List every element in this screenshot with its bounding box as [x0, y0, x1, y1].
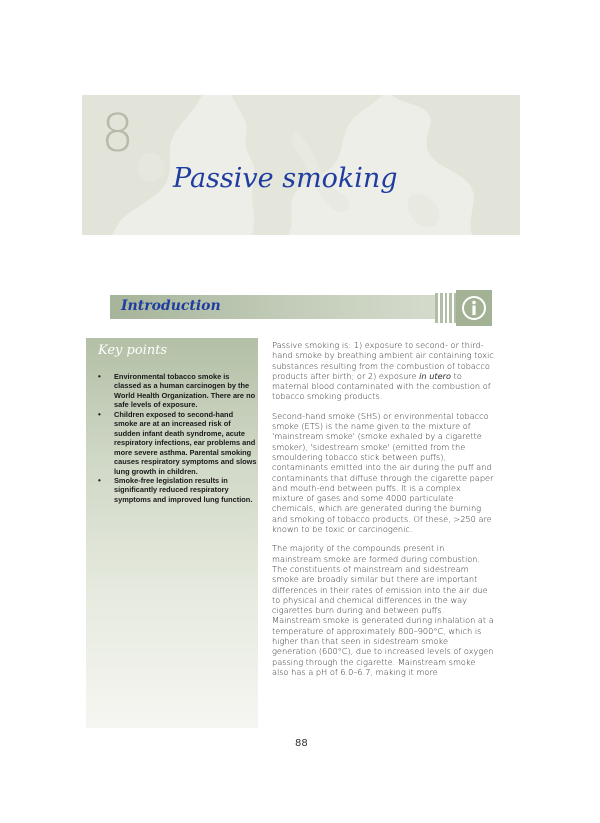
section-bar-stripes	[435, 293, 457, 323]
page-number: 88	[295, 738, 308, 749]
body-paragraph: Passive smoking is: 1) exposure to second- or third-hand smoke by breathing ambient air containing toxic substances resulting from the combustion of tobacco products after birth; or 2) exposure in utero to maternal blood contaminated with the combustion of tobacco smoking products.	[272, 340, 494, 402]
section-title: Introduction	[121, 298, 221, 314]
key-point-item: • Children exposed to second-hand smoke are at an increased risk of sudden infant death syndrome, acute respiratory infections, ear problems and more severe asthma. Parental smoking causes respiratory symptoms and slows lung growth in children.	[98, 410, 258, 476]
key-points-title: Key points	[98, 343, 168, 358]
body-paragraph: Second-hand smoke (SHS) or environmental tobacco smoke (ETS) is the name given to the mixture of 'mainstream smoke' (smoke exhaled by a cigarette smoker), 'sidestream smoke' (emitted from the smouldering tobacco stick between puffs), contaminants emitted into the air during the puff and contaminants that diffuse through the cigarette paper and mouth-end between puffs. It is a complex mixture of gases and some 4000 particulate chemicals, which are generated during the burning and smoking of tobacco products. Of these, >250 are known to be toxic or carcinogenic.	[272, 410, 494, 535]
body-paragraph: The majority of the compounds present in mainstream smoke are formed during combustion. The constituents of mainstream and sidestream smoke are broadly similar but there are important differences in their rates of emission into the air due to physical and chemical differences in the way cigarettes burn during and between puffs. Mainstream smoke is generated during inhalation at a temperature of approximately 800–900°C, which is higher than that seen in sidestream smoke generation (600°C), due to increased levels of oxygen passing through the cigarette. Mainstream smoke also has a pH of 6.0–6.7, making it more	[272, 543, 494, 677]
chapter-title: Passive smoking	[173, 163, 398, 194]
info-icon	[456, 290, 492, 326]
body-text-column	[272, 340, 494, 686]
key-points-list	[98, 372, 258, 504]
key-point-item: • Smoke-free legislation results in significantly reduced respiratory symptoms and improved lung function.	[98, 476, 258, 504]
italic-term: in utero	[419, 370, 452, 381]
chapter-number: 8	[101, 104, 134, 164]
key-point-item: • Environmental tobacco smoke is classed as a human carcinogen by the World Health Organization. There are no safe levels of exposure.	[98, 372, 258, 410]
